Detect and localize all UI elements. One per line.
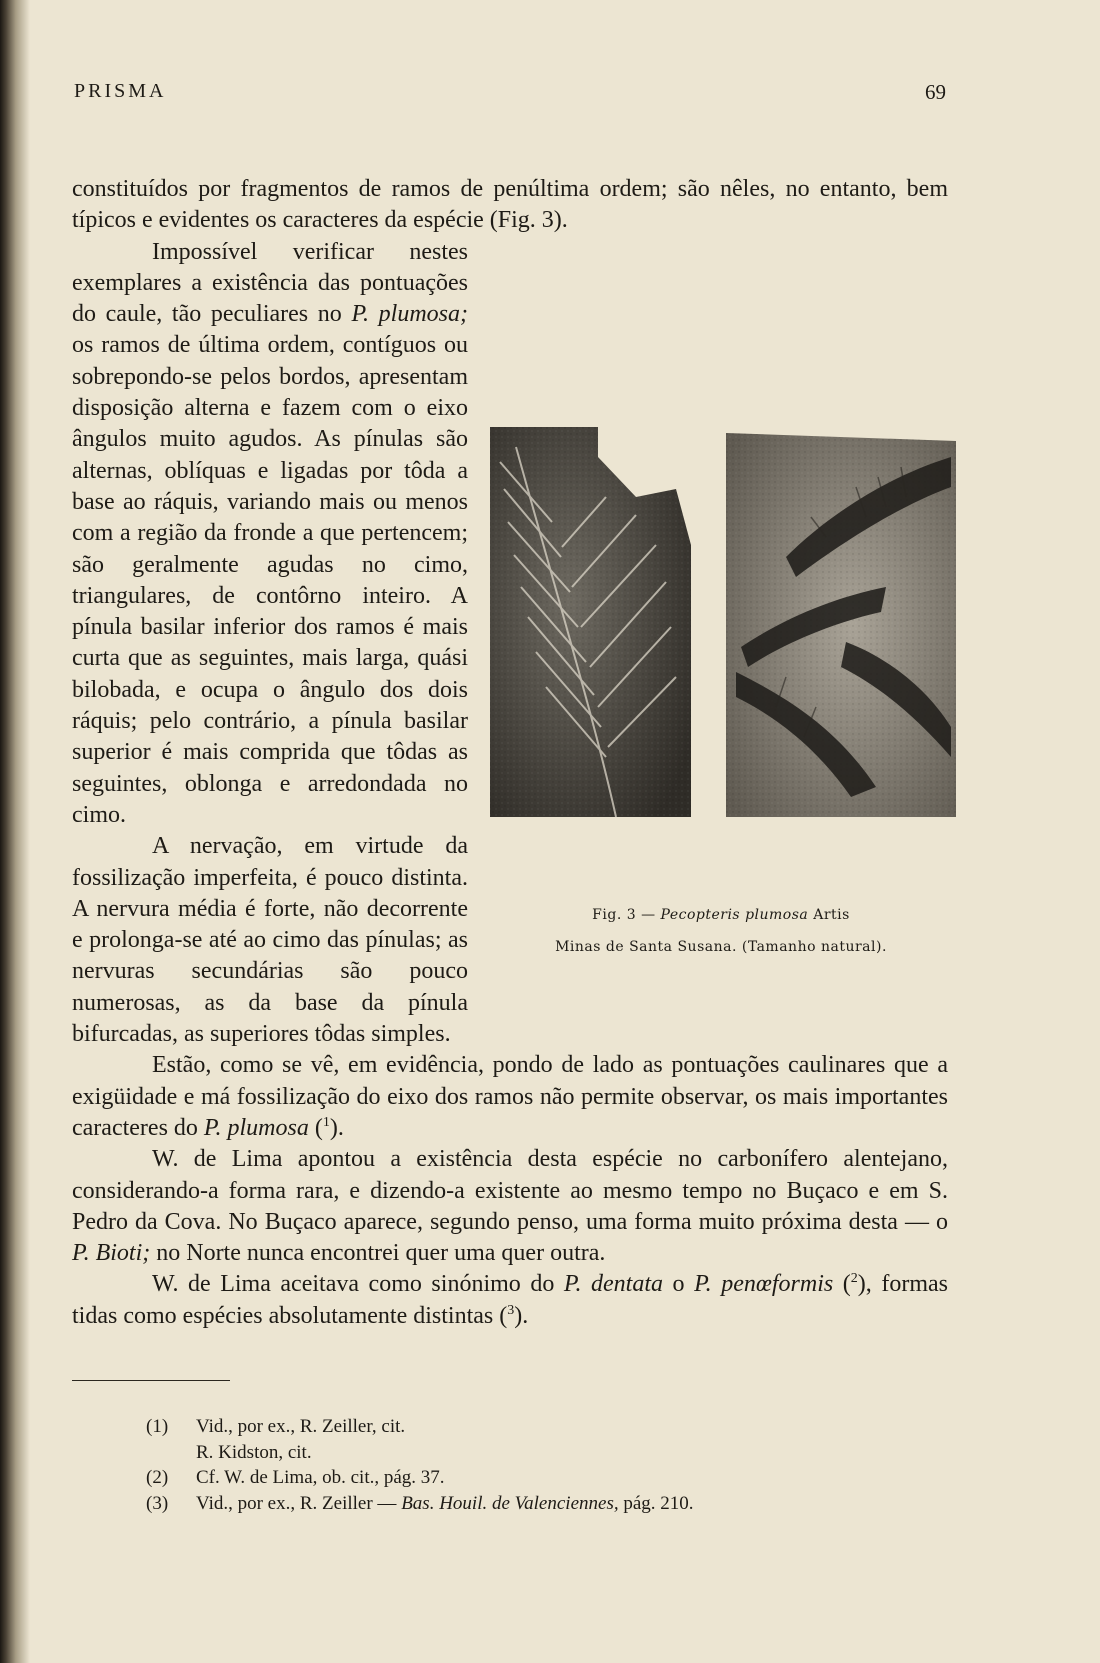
footnote-number: (1): [146, 1416, 169, 1437]
p6-text-a: W. de Lima aceitava como sinónimo do: [152, 1271, 564, 1298]
body-text: [72, 174, 948, 1332]
running-header: [74, 80, 946, 103]
page-number: 69: [925, 80, 946, 104]
footnote-1-line-1: Vid., por ex., R. Zeiller, cit.: [196, 1416, 406, 1437]
species-name: P. penœformis: [694, 1271, 834, 1298]
p4-text-a: Estão, como se vê, em evidência, pondo de lado as pontuações caulinares que a exigüidade e má fossilização do eixo dos ramos não permite observar, os mais importantes caracteres do: [72, 1052, 948, 1141]
footnote-ref-3[interactable]: 3: [507, 1302, 515, 1318]
figure-caption: [486, 899, 956, 963]
book-spine-shadow: [0, 0, 30, 1663]
paragraph-4: Estão, como se vê, em evidência, pondo de lado as pontuações caulinares que a exigüidade e má fossilização do eixo dos ramos não permite observar, os mais importantes caracteres do P. plumosa ($^1$).: [72, 1052, 948, 1141]
p2-text-a: Impossível verificar nestes exemplares a existência das pontuações do caule, tão peculiares no: [72, 238, 468, 328]
footnote-number: (2): [146, 1467, 169, 1488]
figure-3: [486, 427, 956, 1021]
paragraph-5: [72, 1144, 948, 1269]
journal-title: PRISMA: [74, 80, 167, 102]
caption-line-1: [486, 899, 956, 931]
caption-author: Artis: [808, 906, 850, 923]
footnote-1: [146, 1414, 946, 1465]
p6-text-b: , formas tidas como espécies absolutamente distintas: [72, 1271, 948, 1329]
species-name: P. plumosa: [203, 1114, 309, 1141]
p5-text-b: no Norte nunca encontrei quer uma quer outra.: [150, 1240, 606, 1267]
footnote-3-title: Bas. Houil. de Valenciennes,: [401, 1492, 619, 1514]
left-fossil-photo: [490, 427, 691, 817]
paragraph-1: constituídos por fragmentos de ramos de penúltima ordem; são nêles, no entanto, bem típicos e evidentes os caracteres da espécie (Fig. 3).: [72, 176, 948, 234]
footnote-3-text: [196, 1491, 946, 1517]
footnote-2-text: Cf. W. de Lima, ob. cit., pág. 37.: [196, 1467, 445, 1488]
p6-text-m: o: [663, 1271, 695, 1298]
footnote-1-line-2: R. Kidston, cit.: [196, 1441, 312, 1463]
p5-text-a: W. de Lima apontou a existência desta espécie no carbonífero alentejano, considerando-a forma rara, e dizendo-a existente ao mesmo tempo no Buçaco e em S. Pedro da Cova. No Buçaco aparece, segundo penso, uma forma muito próxima desta — o: [72, 1146, 948, 1235]
paragraph-6: W. de Lima aceitava como sinónimo do P. dentata o P. penœformis ($^2$), formas tidas como espécies absolutamente distintas ($^3$).: [72, 1271, 948, 1329]
footnote-ref-2[interactable]: 2: [850, 1271, 858, 1287]
species-name: P. Bioti;: [72, 1240, 151, 1267]
footnote-separator: [72, 1380, 230, 1381]
fossil-photographs: [486, 427, 956, 897]
p2-text-b: os ramos de última ordem, contíguos ou sobrepondo-se pelos bordos, apresentam disposição alterna e fazem com o eixo ângulos muito agudos. As pínulas são alternas, oblíquas e ligadas por tôda a base ao ráquis, variando mais ou menos com a região da fronde a que pertencem; são geralmente agudas no cimo, triangulares, de contôrno inteiro. A pínula basilar inferior dos ramos é mais curta que as seguintes, mais larga, quási bilobada, e ocupa o ângulo dos dois ráquis; pelo contrário, a pínula basilar superior é mais comprida que tôdas as seguintes, oblonga e arredondada no cimo.: [72, 332, 468, 828]
caption-prefix: Fig. 3 —: [592, 906, 661, 923]
footnote-3: [146, 1491, 946, 1517]
caption-species: Pecopteris plumosa: [660, 906, 809, 923]
footnote-2: [146, 1465, 946, 1491]
footnotes: [146, 1414, 946, 1516]
p6-text-c: .: [522, 1302, 529, 1329]
caption-line-2: Minas de Santa Susana. (Tamanho natural).: [555, 938, 887, 955]
right-fossil-photo: [726, 433, 956, 817]
paragraph-3: A nervação, em virtude da fossilização imperfeita, é pouco distinta. A nervura média é forte, não decorrente e prolonga-se até ao cimo das pínulas; as nervuras secundárias são pouco numerosas, as da base da pínula bifurcadas, as superiores tôdas simples.: [72, 833, 468, 1048]
footnote-ref-1[interactable]: 1: [322, 1114, 330, 1130]
footnote-number: (3): [146, 1492, 169, 1514]
species-name: P. plumosa;: [351, 301, 468, 328]
footnote-3-text-b: pág. 210.: [618, 1492, 694, 1514]
p4-text-b: .: [337, 1114, 344, 1141]
footnote-3-text-a: Vid., por ex., R. Zeiller —: [196, 1492, 402, 1514]
species-name: P. dentata: [563, 1271, 663, 1298]
